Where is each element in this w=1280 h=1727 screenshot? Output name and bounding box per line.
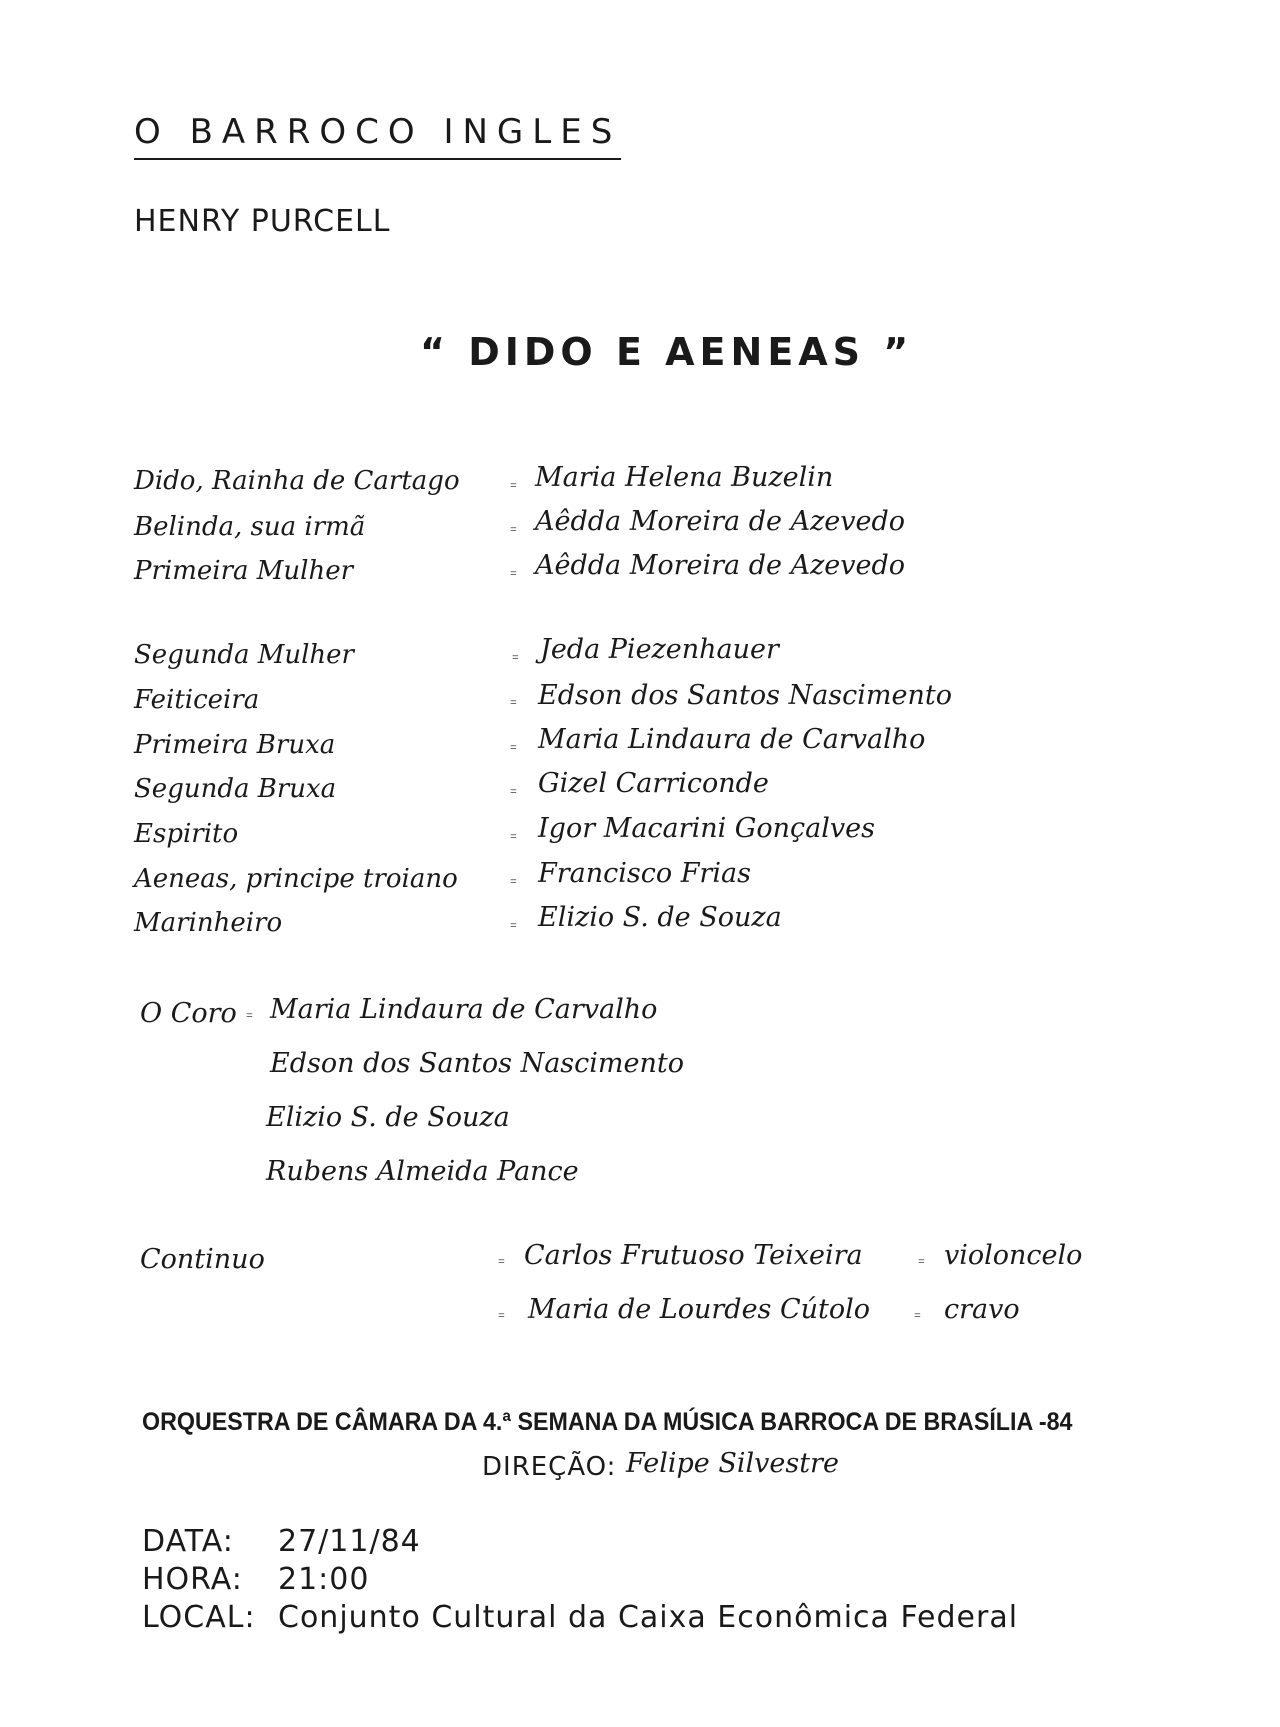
place-label: LOCAL:: [142, 1600, 256, 1635]
choir-member: Rubens Almeida Pance: [266, 1156, 579, 1187]
cast-performer: Francisco Frias: [538, 858, 751, 889]
cast-role: Aeneas, principe troiano: [134, 864, 458, 894]
composer-name: HENRY PURCELL: [134, 204, 391, 239]
choir-label: O Coro: [140, 998, 237, 1029]
continuo-label: Continuo: [140, 1244, 265, 1275]
choir-member: Maria Lindaura de Carvalho: [270, 994, 658, 1025]
time-value: 21:00: [278, 1562, 370, 1597]
separator: =: [510, 478, 517, 492]
separator: =: [498, 1308, 505, 1322]
cast-role: Espirito: [134, 819, 239, 849]
choir-member: Edson dos Santos Nascimento: [270, 1048, 684, 1079]
director-name: Felipe Silvestre: [626, 1448, 839, 1479]
cast-performer: Maria Lindaura de Carvalho: [538, 724, 926, 755]
cast-role: Segunda Mulher: [134, 640, 354, 670]
separator: =: [510, 784, 517, 798]
cast-role: Marinheiro: [134, 908, 283, 938]
cast-performer: Maria Helena Buzelin: [535, 462, 834, 493]
separator: =: [510, 874, 517, 888]
cast-role: Primeira Mulher: [134, 556, 354, 586]
separator: =: [510, 918, 517, 932]
cast-role: Dido, Rainha de Cartago: [134, 466, 460, 496]
separator: =: [512, 650, 519, 664]
separator: =: [914, 1308, 921, 1322]
orchestra-title: ORQUESTRA DE CÂMARA DA 4.ª SEMANA DA MÚSICA BARROCA DE BRASÍLIA -84: [142, 1408, 1073, 1436]
continuo-player: Carlos Frutuoso Teixeira: [524, 1240, 863, 1271]
choir-member: Elizio S. de Souza: [266, 1102, 510, 1133]
continuo-player: Maria de Lourdes Cútolo: [528, 1294, 871, 1325]
cast-role: Belinda, sua irmã: [134, 512, 366, 542]
cast-performer: Edson dos Santos Nascimento: [538, 680, 952, 711]
cast-role: Primeira Bruxa: [134, 730, 336, 760]
separator: =: [510, 829, 517, 843]
cast-role: Feiticeira: [134, 685, 260, 715]
cast-role: Segunda Bruxa: [134, 774, 337, 804]
cast-performer: Aêdda Moreira de Azevedo: [535, 506, 906, 537]
time-label: HORA:: [142, 1562, 243, 1597]
cast-performer: Igor Macarini Gonçalves: [538, 813, 875, 844]
cast-performer: Aêdda Moreira de Azevedo: [535, 550, 906, 581]
place-value: Conjunto Cultural da Caixa Econômica Federal: [278, 1600, 1019, 1635]
separator: =: [510, 522, 517, 536]
separator: =: [918, 1254, 925, 1268]
separator: =: [510, 740, 517, 754]
continuo-instrument: cravo: [944, 1294, 1020, 1325]
separator: =: [510, 566, 517, 580]
date-value: 27/11/84: [278, 1524, 421, 1559]
separator: =: [498, 1254, 505, 1268]
separator: =: [246, 1008, 253, 1022]
series-title: O BARROCO INGLES: [134, 112, 621, 160]
work-title: “ DIDO E AENEAS ”: [420, 330, 914, 374]
date-label: DATA:: [142, 1524, 234, 1559]
cast-performer: Gizel Carriconde: [538, 768, 769, 799]
separator: =: [510, 695, 517, 709]
cast-performer: Jeda Piezenhauer: [540, 634, 779, 665]
continuo-instrument: violoncelo: [944, 1240, 1083, 1271]
direction-label: DIREÇÃO:: [482, 1452, 617, 1482]
cast-performer: Elizio S. de Souza: [538, 902, 782, 933]
